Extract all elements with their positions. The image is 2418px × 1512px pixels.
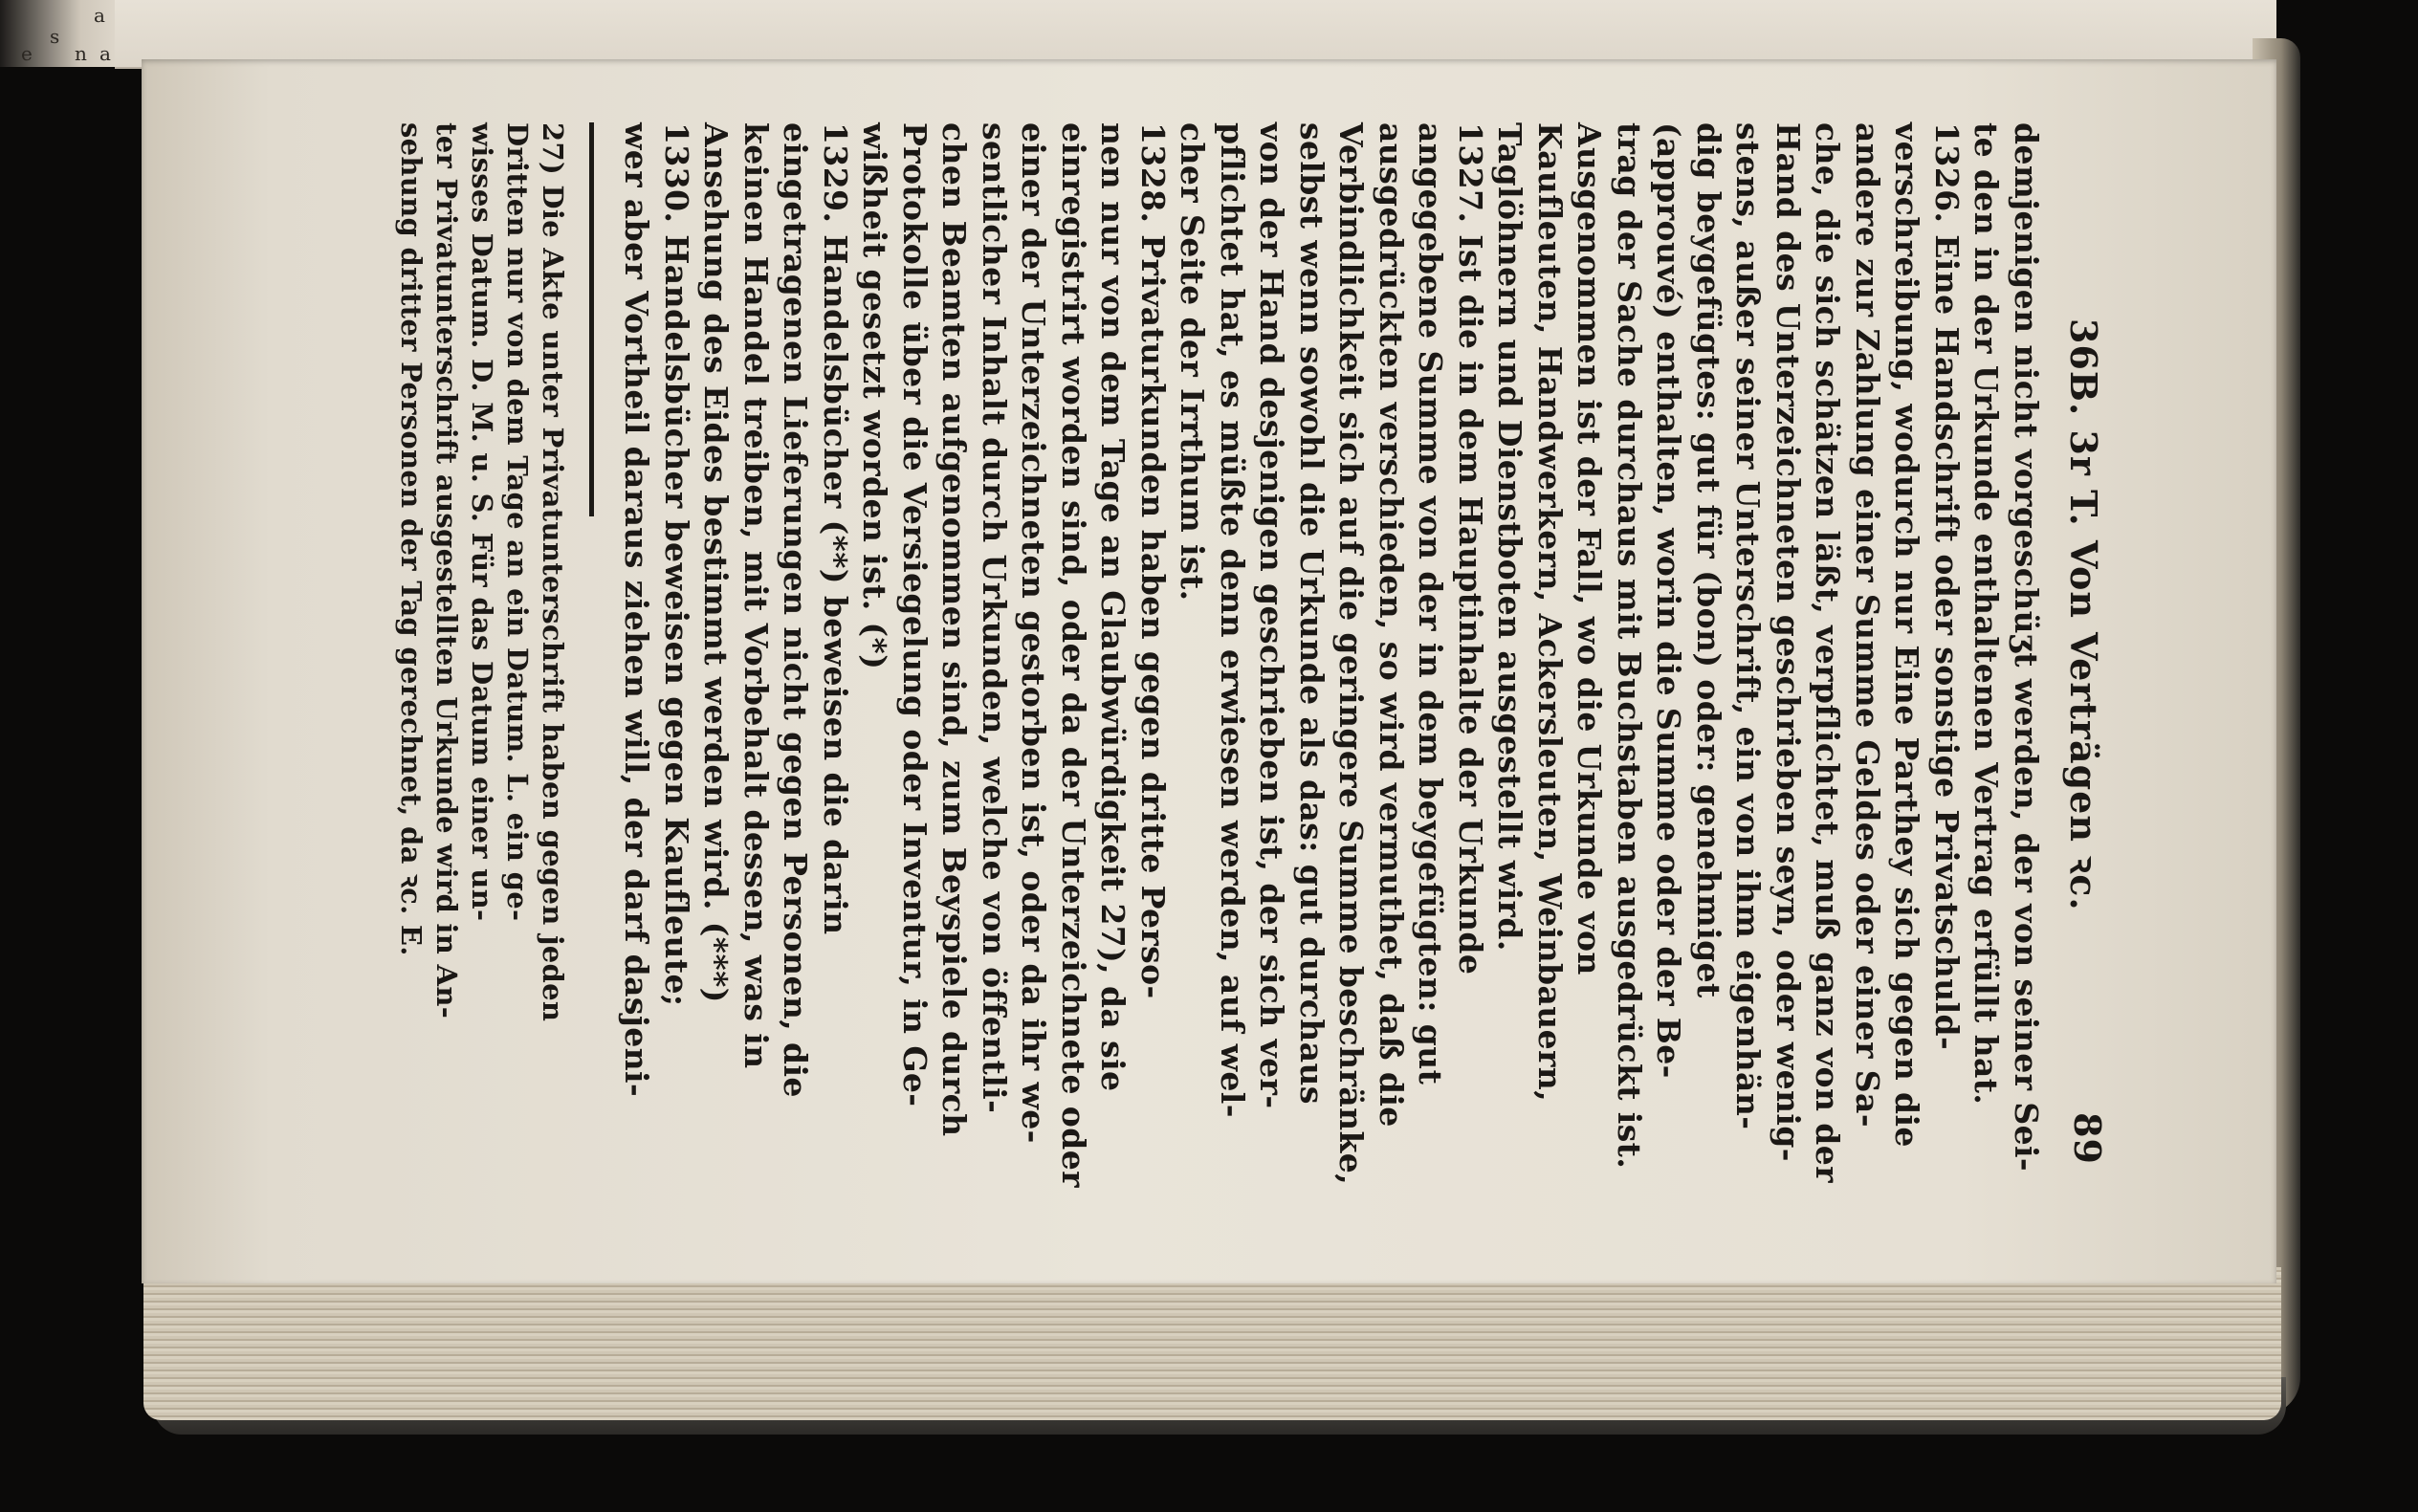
margin-glyph: a xyxy=(94,4,105,27)
text-line: eingetragenen Lieferungen nicht gegen Personen, die xyxy=(777,122,815,1098)
text-line: angegebene Summe von der in dem beygefügten: gut xyxy=(1412,122,1450,1085)
text-line: Ansehung des Eides bestimmt werden wird. (***) xyxy=(697,122,736,1003)
footnotes xyxy=(393,122,570,1174)
previous-page-margin-glyphs xyxy=(15,0,111,67)
page-number: 89 xyxy=(2066,1112,2109,1165)
page-text-rotated xyxy=(349,122,2109,1188)
footnote-line: 27) Die Akte unter Privatunterschrift haben gegen jeden xyxy=(537,122,569,1022)
body-text xyxy=(617,122,2046,1188)
margin-glyph: s xyxy=(50,25,60,48)
running-header xyxy=(2057,122,2109,1174)
text-line: Verbindlichkeit sich auf die geringere Summe beschränke, xyxy=(1332,122,1371,1186)
text-line: einer der Unterzeichneten gestorben ist, oder da ihr we- xyxy=(1015,122,1053,1144)
running-header-title: 36B. 3r T. Von Verträgen ꝛc. xyxy=(2062,318,2105,911)
text-line: keinen Handel treiben, mit Vorbehalt dessen, was in xyxy=(737,122,775,1069)
text-line: nen nur von dem Tage an Glaubwürdigkeit 27), da sie xyxy=(1094,122,1132,1092)
footnote-separator-rule xyxy=(589,122,594,516)
text-line: Kaufleuten, Handwerkern, Ackersleuten, Weinbauern, xyxy=(1531,122,1569,1103)
text-line: demjenigen nicht vorgeschüʒt werden, der von seiner Sei- xyxy=(2008,122,2045,1172)
text-line: pflichtet hat, es müßte denn erwiesen werden, auf wel- xyxy=(1214,122,1251,1118)
previous-page-gutter xyxy=(0,0,115,67)
footnote-line: sehung dritter Personen der Tag gerechnet, da ꝛc. E. xyxy=(395,122,428,956)
text-line: 1326. Eine Handschrift oder sonstige Privatschuld- xyxy=(1928,122,1966,1051)
margin-glyph: e xyxy=(21,42,33,65)
text-line: 1328. Privaturkunden haben gegen dritte Perso- xyxy=(1134,122,1172,999)
text-line: Hand des Unterzeichneten geschrieben seyn, oder wenig- xyxy=(1770,122,1807,1162)
text-line: trag der Sache durchaus mit Buchstaben ausgedrückt ist. xyxy=(1611,122,1648,1170)
text-line: che, die sich schätzen läßt, verpflichtet, muß ganz von der xyxy=(1809,122,1847,1183)
text-line: andere zur Zahlung einer Summe Geldes oder einer Sa- xyxy=(1849,122,1886,1128)
text-line: 1329. Handelsbücher (**) beweisen die darin xyxy=(817,122,854,935)
text-line: Protokolle über die Versiegelung oder Inventur, in Ge- xyxy=(896,122,934,1107)
text-line: wer aber Vortheil daraus ziehen will, der darf dasjeni- xyxy=(618,122,656,1098)
footnote-line: Dritten nur von dem Tage an ein Datum. L. ein ge- xyxy=(501,122,534,922)
text-line: einregistrirt worden sind, oder da der Unterzeichnete oder xyxy=(1055,122,1092,1188)
text-line: (approuvé) enthalten, worin die Summe oder der Be- xyxy=(1650,122,1688,1079)
margin-glyph: n xyxy=(75,42,87,65)
text-line: 1330. Handelsbücher beweisen gegen Kaufleute; xyxy=(658,122,695,1007)
footnote-line: wisses Datum. D. M. u. S. Für das Datum einer un- xyxy=(466,122,498,922)
text-line: wißheit gesetzt worden ist. (*) xyxy=(856,122,894,670)
text-line: von der Hand desjenigen geschrieben ist, der sich ver- xyxy=(1253,122,1291,1109)
text-line: dig beygefügtes: gut für (bon) oder: genehmiget xyxy=(1690,122,1727,998)
text-line: ausgedrückten verschieden, so wird vermuthet, daß die xyxy=(1373,122,1410,1128)
text-line: 1327. Ist die in dem Hauptinhalte der Urkunde xyxy=(1452,122,1489,975)
text-line: te den in der Urkunde enthaltenen Vertrag erfüllt hat. xyxy=(1967,122,2006,1106)
margin-glyph: a xyxy=(99,42,111,65)
text-line: verschreibung, wodurch nur Eine Parthey sich gegen die xyxy=(1888,122,1926,1148)
text-line: cher Seite der Irrthum ist. xyxy=(1174,122,1212,602)
text-line: Taglöhnern und Dienstboten ausgestellt wird. xyxy=(1491,122,1529,952)
text-line: sentlicher Inhalt durch Urkunden, welche von öffentli- xyxy=(976,122,1013,1114)
text-line: stens, außer seiner Unterschrift, ein von ihm eigenhän- xyxy=(1729,122,1768,1130)
page-fore-edge xyxy=(143,1267,2281,1420)
footnote-line: ter Privatunterschrift ausgestellten Urkunde wird in An- xyxy=(430,122,463,1019)
text-line: selbst wenn sowohl die Urkunde als das: gut durchaus xyxy=(1293,122,1330,1105)
text-line: Ausgenommen ist der Fall, wo die Urkunde von xyxy=(1571,122,1609,975)
text-line: chen Beamten aufgenommen sind, zum Beyspiele durch xyxy=(935,122,974,1137)
